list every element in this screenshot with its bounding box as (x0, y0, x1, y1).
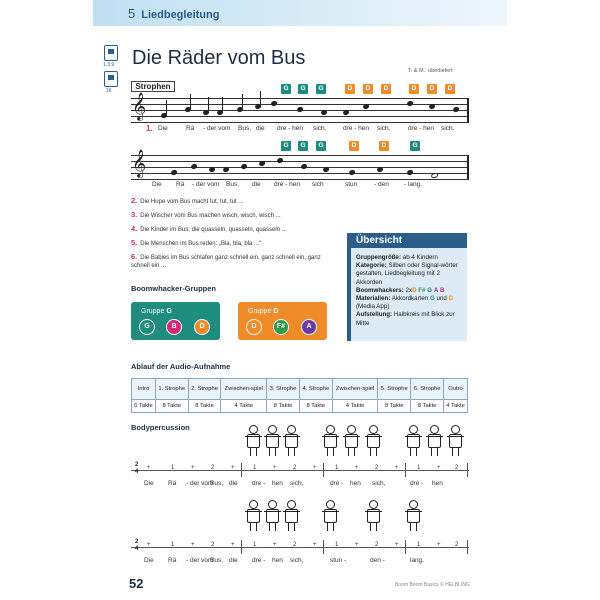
count: + (273, 542, 277, 548)
body-percussion-figure-icon (344, 425, 359, 457)
lyric-syllable: die (252, 181, 261, 188)
verse-number: 2. (131, 196, 138, 205)
lyric-syllable: - der vom (203, 125, 231, 132)
verse-number: 4. (131, 224, 138, 233)
bp-syllable: lang. (410, 557, 425, 564)
bp-syllable: die (229, 480, 238, 487)
audio-bars-cell: 8 Takte (378, 400, 411, 413)
bp-syllable: dre - (330, 480, 344, 487)
count: 1 (171, 465, 175, 471)
audio-section-cell: 5. Strophe (378, 379, 411, 400)
lyric-syllable: - lang. (404, 181, 423, 188)
staff-line-1 (131, 92, 469, 122)
chord-card: G (316, 141, 326, 151)
audio-section-cell: Zwischen-spiel (332, 379, 378, 400)
body-percussion-figure-icon (246, 500, 261, 532)
body-percussion-figure-icon (284, 425, 299, 457)
section-label: Strophen (131, 81, 175, 92)
count: + (231, 542, 235, 548)
chord-card: G (281, 84, 291, 94)
count: + (355, 542, 359, 548)
rhythm-row-2 (131, 536, 469, 558)
count: + (395, 542, 399, 548)
body-percussion-figure-icon (427, 425, 442, 457)
audio-heading: Ablauf der Audio-Aufnahme (131, 362, 231, 371)
audio-section-cell: 3. Strophe (267, 379, 300, 400)
verse-line (131, 197, 331, 206)
group-d-card (238, 302, 327, 340)
body-percussion-figure-icon (284, 500, 299, 532)
bp-syllable: hen (432, 480, 443, 487)
audio-bars-cell: 4 Takte (444, 400, 468, 413)
count: + (231, 465, 235, 471)
audio-bars-cell: 8 Takte (155, 400, 188, 413)
count: 2 (375, 465, 379, 471)
audio-section-cell: Zwischen-spiel (221, 379, 267, 400)
audio-section-cell: 2. Strophe (188, 379, 221, 400)
lyric-syllable: Rä (176, 181, 185, 188)
count: 1 (335, 465, 339, 471)
verse-line (131, 253, 331, 270)
count: + (273, 465, 277, 471)
verse-number: 1. (146, 124, 153, 133)
chord-card: D (363, 84, 373, 94)
bp-syllable: Bus, (210, 480, 224, 487)
lyric-syllable: - den (374, 181, 389, 188)
chord-card: G (298, 141, 308, 151)
body-percussion-figure-icon (448, 425, 463, 457)
count: 2 (375, 542, 379, 548)
count: + (313, 465, 317, 471)
groups-heading: Boomwhacker-Gruppen (131, 284, 217, 293)
chapter-number: 5 (128, 6, 136, 21)
audio-section-cell: Outro (444, 379, 468, 400)
song-credit: T. & M.: überliefert (408, 68, 453, 74)
bp-syllable: hen (272, 480, 283, 487)
count: + (147, 542, 151, 548)
count: + (313, 542, 317, 548)
note-dot: B (166, 319, 182, 335)
treble-clef-icon: 𝄞 (132, 149, 147, 177)
bw-note: B (440, 286, 445, 294)
group-name: D (273, 308, 279, 315)
verse-text: Die Hupe vom Bus macht tut, tut, tut ... (140, 199, 244, 205)
count: + (191, 542, 195, 548)
chord-card: D (379, 141, 389, 151)
chord-card: D (349, 141, 359, 151)
bodypercussion-heading: Bodypercussion (131, 423, 190, 432)
audio-table (131, 378, 468, 413)
verse-line (131, 225, 331, 234)
count: 1 (253, 542, 257, 548)
materials-chord: G (429, 295, 435, 303)
audio-bars-cell: 8 Takte (188, 400, 221, 413)
audio-section-cell: Intro (132, 379, 156, 400)
count: + (437, 542, 441, 548)
bp-syllable: sich, (290, 557, 304, 564)
lyric-syllable: sich, (313, 125, 327, 132)
bp-syllable: sich, (372, 480, 386, 487)
group-word: Gruppe (141, 308, 165, 315)
verse-text: Die Kinder im Bus, die quasseln, quasseln, quasseln ... (140, 227, 287, 233)
count: 2 (211, 542, 215, 548)
overview-materials: Akkordkarten (391, 295, 429, 303)
rhythm-row-1 (131, 459, 469, 481)
chapter-title: Liedbegleitung (141, 9, 220, 21)
treble-clef-icon: 𝄞 (132, 92, 147, 120)
chapter-heading (128, 6, 219, 21)
lyric-syllable: Bus, (226, 181, 240, 188)
verse-number: 5. (131, 238, 138, 247)
count: 1 (335, 542, 339, 548)
body-percussion-figure-icon (265, 425, 280, 457)
overview-category: Silben oder Signal-wörter gestalten, Liedbegleitung mit 2 Akkorden (356, 262, 458, 286)
chord-card: D (445, 84, 455, 94)
bp-syllable: dre - (410, 480, 424, 487)
lyric-syllable: Die (158, 125, 168, 132)
chord-card: G (410, 141, 420, 151)
count: + (191, 465, 195, 471)
materials-chord: D (448, 295, 454, 303)
footer-note: Boom Boom Basics © HELBLING (395, 582, 470, 588)
song-title: Die Räder vom Bus (132, 47, 306, 69)
lyric-syllable: dre - hen (277, 125, 304, 132)
overview-setup: Halbkreis mit Blick zur Mitte (356, 311, 455, 327)
audio-bars-cell: 8 Takte (267, 400, 300, 413)
audio-section-cell: 1. Strophe (155, 379, 188, 400)
staff-line-2 (131, 149, 469, 179)
lyric-syllable: sich, (377, 125, 391, 132)
lyric-syllable: sich. (441, 125, 455, 132)
audio-section-cell: 6. Strophe (411, 379, 444, 400)
bp-syllable: - der vom (186, 480, 214, 487)
bp-syllable: stun - (330, 557, 347, 564)
lyric-syllable: - der vom (192, 181, 220, 188)
video-track-icon[interactable] (104, 71, 118, 87)
verse-number: 3. (131, 210, 138, 219)
overview-group-size: ab 4 Kindern (402, 254, 438, 261)
lyric-syllable: stun (345, 181, 358, 188)
lyric-syllable: Die (152, 181, 162, 188)
count: 1 (253, 465, 257, 471)
bp-syllable: - der vom (186, 557, 214, 564)
overview-materials: und (436, 295, 447, 303)
count: + (147, 465, 151, 471)
count: 2 (211, 465, 215, 471)
group-name: G (166, 308, 172, 315)
count: 1 (417, 465, 421, 471)
audio-section-cell: 4. Strophe (299, 379, 332, 400)
bp-syllable: Rä (168, 480, 177, 487)
body-percussion-figure-icon (246, 425, 261, 457)
note-dot: A (301, 319, 317, 335)
chord-card: G (298, 84, 308, 94)
audio-bars-cell: 6 Takte (132, 400, 156, 413)
bw-note: G (427, 286, 433, 294)
page-number: 52 (129, 576, 144, 591)
audio-bars-cell: 4 Takte (332, 400, 378, 413)
bp-syllable: sich, (290, 480, 304, 487)
bp-syllable: die (229, 557, 238, 564)
group-word: Gruppe (248, 308, 272, 315)
chord-card: D (381, 84, 391, 94)
body-percussion-figure-icon (366, 425, 381, 457)
bp-syllable: hen (272, 557, 283, 564)
count: + (437, 465, 441, 471)
verse-text: Die Menschen im Bus reden: „Bla, bla, bla ...“ (140, 241, 261, 247)
overview-label: Gruppengröße: (356, 254, 402, 261)
bp-syllable: den - (370, 557, 385, 564)
body-percussion-figure-icon (366, 500, 381, 532)
lyric-syllable: dre - hen (408, 125, 435, 132)
overview-materials: (Media App) (356, 303, 390, 311)
overview-label: Boomwhackers: (356, 286, 404, 294)
bw-note: D (412, 286, 417, 294)
note-dot: F# (273, 319, 289, 335)
body-percussion-figure-icon (406, 500, 421, 532)
count: + (395, 465, 399, 471)
time-signature: 2 4 (135, 539, 139, 552)
overview-label: Aufstellung: (356, 311, 393, 319)
audio-bars-cell: 4 Takte (221, 400, 267, 413)
chord-card: D (427, 84, 437, 94)
lyric-syllable: dre - hen (343, 125, 370, 132)
body-percussion-figure-icon (406, 425, 421, 457)
body-percussion-figure-icon (265, 500, 280, 532)
note-dot: D (194, 319, 210, 335)
lyric-syllable: dre - hen (274, 181, 301, 188)
bp-syllable: dre - (252, 557, 266, 564)
lyric-syllable: die (256, 125, 265, 132)
overview-heading: Übersicht (351, 233, 467, 248)
audio-bars-cell: 8 Takte (411, 400, 444, 413)
note-dot: G (139, 319, 155, 335)
overview-bw-prefix: 2x (405, 286, 413, 294)
body-percussion-figure-icon (323, 425, 338, 457)
audio-track-icon[interactable] (104, 45, 118, 61)
chord-card: D (409, 84, 419, 94)
count: 2 (293, 542, 297, 548)
bp-syllable: hen (350, 480, 361, 487)
lyric-syllable: sich (312, 181, 324, 188)
audio-bars-cell: 8 Takte (299, 400, 332, 413)
count: 2 (293, 465, 297, 471)
bw-note: F# (418, 286, 426, 294)
verse-line (131, 239, 331, 248)
chord-card: G (316, 84, 326, 94)
count: 2 (455, 542, 459, 548)
group-g-card (131, 302, 220, 340)
verse-number: 6. (131, 252, 138, 261)
verse-text: Die Wischer vom Bus machen wisch, wisch, wisch ... (140, 213, 281, 219)
count: 1 (417, 542, 421, 548)
overview-label: Kategorie: (356, 262, 387, 270)
overview-box (347, 233, 467, 341)
chord-card: D (345, 84, 355, 94)
bp-syllable: Rä (168, 557, 177, 564)
time-signature: 2 4 (135, 462, 139, 475)
count: + (355, 465, 359, 471)
verse-line (131, 211, 331, 220)
lyric-syllable: Bus, (238, 125, 252, 132)
body-percussion-figure-icon (323, 500, 338, 532)
chord-card: G (281, 141, 291, 151)
video-track-label: 16 (106, 88, 112, 94)
overview-label: Materialien: (356, 295, 391, 303)
bp-syllable: Die (144, 480, 154, 487)
note-dot: D (246, 319, 262, 335)
bp-syllable: Die (144, 557, 154, 564)
audio-track-label: 1.3.9 (103, 62, 115, 68)
bp-syllable: dre - (252, 480, 266, 487)
bp-syllable: Bus, (210, 557, 224, 564)
lyric-syllable: Rä (186, 125, 195, 132)
count: 1 (171, 542, 175, 548)
count: 2 (455, 465, 459, 471)
verse-text: Die Babies im Bus schlafen ganz schnell ein, ganz schnell ein, ganz schnell ein ... (131, 255, 321, 269)
bw-note: A (433, 286, 439, 294)
